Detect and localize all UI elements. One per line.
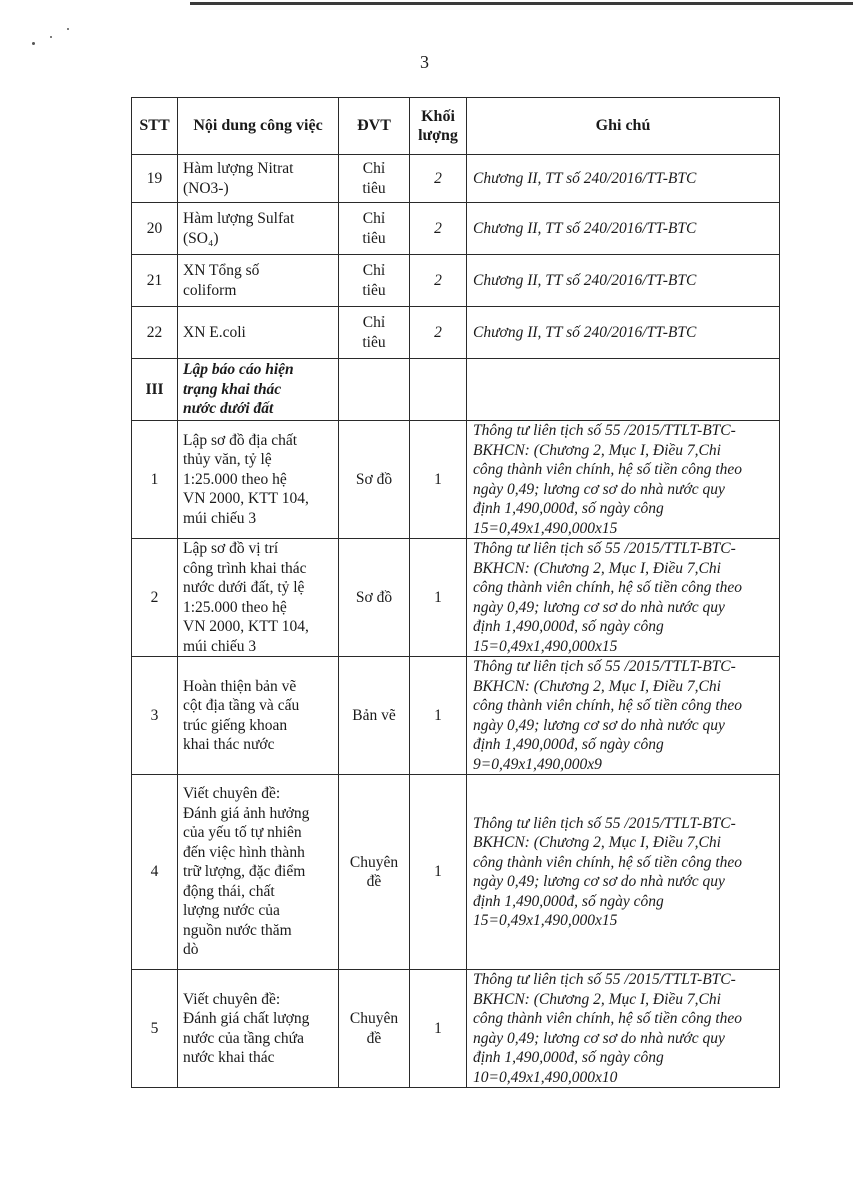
note-cell (467, 421, 780, 539)
unit-cell (339, 155, 410, 203)
table-row (132, 775, 780, 970)
unit-cell-line: Sơ đồ (355, 470, 393, 488)
note-cell-line: ngày 0,49; lương cơ sơ do nhà nước quy (473, 873, 725, 890)
content-cell (178, 359, 339, 421)
unit-cell (339, 203, 410, 255)
unit-cell-line: Chuyên (349, 1010, 399, 1027)
note-cell-line: Chương II, TT số 240/2016/TT-BTC (473, 271, 697, 289)
note-cell-line: định 1,490,000đ, số ngày công (473, 1049, 664, 1066)
note-cell-line: ngày 0,49; lương cơ sơ do nhà nước quy (473, 1029, 725, 1047)
unit-cell (339, 539, 410, 657)
content-cell-line: nước dưới đất, tỷ lệ (183, 579, 305, 596)
note-cell-line: công thành viên chính, hệ số tiền công theo (473, 579, 743, 596)
content-cell-line: trữ lượng, đặc điểm (183, 863, 306, 881)
content-cell-line: động thái, chất (183, 882, 275, 900)
unit-cell-line: Chỉ (362, 262, 386, 279)
content-cell-line: nước của tầng chứa (183, 1029, 304, 1047)
note-cell-line: 15=0,49x1,490,000x15 (473, 637, 618, 655)
note-cell-line: Thông tư liên tịch số 55 /2015/TTLT-BTC- (473, 422, 736, 439)
table-row (132, 539, 780, 657)
content-cell-line: cột địa tầng và cấu (183, 697, 300, 714)
page-number: 3 (420, 52, 429, 72)
content-cell (178, 255, 339, 307)
table-row (132, 421, 780, 539)
unit-cell-line: tiêu (362, 281, 386, 299)
unit-cell-line: Chỉ (362, 160, 386, 177)
note-cell-line: BKHCN: (Chương 2, Mục I, Điều 7,Chi (473, 990, 721, 1008)
unit-cell (339, 970, 410, 1088)
note-cell-line: Chương II, TT số 240/2016/TT-BTC (473, 323, 697, 341)
table-header-row (132, 98, 780, 155)
table-row (132, 359, 780, 421)
content-cell-line: nguồn nước thăm (183, 921, 292, 939)
content-cell-line: Lập báo cáo hiện (183, 361, 294, 379)
note-cell-line: Thông tư liên tịch số 55 /2015/TTLT-BTC- (473, 814, 736, 832)
content-cell-line: dò (183, 941, 199, 959)
note-cell-line: BKHCN: (Chương 2, Mục I, Điều 7,Chi (473, 677, 721, 695)
unit-cell-line: đề (366, 873, 382, 890)
quantity-cell: 2 (410, 307, 467, 359)
content-cell-line: Hoàn thiện bản vẽ (183, 677, 297, 695)
note-cell (467, 539, 780, 657)
note-cell-line: ngày 0,49; lương cơ sơ do nhà nước quy (473, 716, 725, 734)
stt-cell: III (132, 359, 178, 421)
note-cell-line: Chương II, TT số 240/2016/TT-BTC (473, 219, 697, 237)
content-cell-line: (NO3-) (183, 179, 229, 197)
unit-cell-line: tiêu (362, 229, 386, 247)
content-cell-line: múi chiếu 3 (183, 637, 257, 655)
content-cell-line: Hàm lượng Sulfat (183, 210, 295, 227)
content-cell-line: Viết chuyên đề: (183, 990, 281, 1008)
unit-cell (339, 657, 410, 775)
content-cell (178, 775, 339, 970)
quantity-cell: 1 (410, 657, 467, 775)
content-cell-line: nước dưới đất (183, 400, 274, 418)
unit-cell-line: Sơ đồ (355, 588, 393, 606)
note-cell-line: Thông tư liên tịch số 55 /2015/TTLT-BTC- (473, 540, 736, 557)
table-row (132, 657, 780, 775)
content-cell-line: XN E.coli (183, 323, 246, 341)
stt-cell: 19 (132, 155, 178, 203)
scan-speck (50, 36, 52, 38)
content-cell-line: VN 2000, KTT 104, (183, 618, 309, 635)
unit-cell (339, 307, 410, 359)
unit-cell (339, 255, 410, 307)
stt-cell: 20 (132, 203, 178, 255)
content-cell-line: 1:25.000 theo hệ (183, 470, 287, 488)
content-cell-line: Lập sơ đồ vị trí (183, 540, 279, 557)
quantity-cell: 1 (410, 421, 467, 539)
quantity-cell: 1 (410, 775, 467, 970)
content-cell-line: đến việc hình thành (183, 843, 305, 861)
table-row (132, 203, 780, 255)
unit-cell-line: đề (366, 1029, 382, 1047)
note-cell-line: công thành viên chính, hệ số tiền công theo (473, 461, 743, 478)
header-content: Nội dung công việc (178, 98, 339, 155)
stt-cell: 4 (132, 775, 178, 970)
note-cell (467, 155, 780, 203)
note-cell-line: công thành viên chính, hệ số tiền công theo (473, 853, 743, 871)
stt-cell: 21 (132, 255, 178, 307)
quantity-cell: 2 (410, 255, 467, 307)
note-cell (467, 775, 780, 970)
note-cell-line: định 1,490,000đ, số ngày công (473, 892, 664, 910)
content-cell-line: 1:25.000 theo hệ (183, 598, 287, 616)
content-cell-line: của yếu tố tự nhiên (183, 824, 302, 842)
note-cell-line: ngày 0,49; lương cơ sơ do nhà nước quy (473, 480, 725, 498)
note-cell (467, 203, 780, 255)
note-cell-line: Thông tư liên tịch số 55 /2015/TTLT-BTC- (473, 658, 736, 675)
table-row (132, 970, 780, 1088)
note-cell-line: 15=0,49x1,490,000x15 (473, 519, 618, 537)
header-quantity-line: Khối (421, 107, 455, 125)
content-cell (178, 155, 339, 203)
table-row (132, 155, 780, 203)
note-cell-line: BKHCN: (Chương 2, Mục I, Điều 7,Chi (473, 834, 721, 851)
content-cell (178, 307, 339, 359)
note-cell (467, 657, 780, 775)
stt-cell: 5 (132, 970, 178, 1088)
header-stt: STT (132, 98, 178, 155)
content-cell-line: trạng khai thác (183, 380, 282, 398)
note-cell-line: 9=0,49x1,490,000x9 (473, 755, 602, 773)
note-cell (467, 255, 780, 307)
content-cell-line: Đánh giá ảnh hưởng (183, 804, 310, 822)
content-cell-line: lượng nước của (183, 902, 280, 920)
note-cell-line: BKHCN: (Chương 2, Mục I, Điều 7,Chi (473, 441, 721, 459)
content-cell-line: nước khai thác (183, 1049, 275, 1066)
note-cell (467, 307, 780, 359)
content-cell-line: Đánh giá chất lượng (183, 1010, 310, 1027)
content-cell (178, 657, 339, 775)
quantity-cell: 2 (410, 203, 467, 255)
content-cell-line: công trình khai thác (183, 559, 307, 577)
header-quantity-line: lượng (418, 127, 458, 144)
unit-cell (339, 775, 410, 970)
unit-cell (339, 359, 410, 421)
content-cell-line: trúc giếng khoan (183, 716, 288, 734)
stt-cell: 2 (132, 539, 178, 657)
content-cell (178, 421, 339, 539)
stt-cell: 22 (132, 307, 178, 359)
content-cell-line: XN Tổng số (183, 262, 260, 279)
note-cell-line: công thành viên chính, hệ số tiền công theo (473, 1010, 743, 1027)
header-note: Ghi chú (467, 98, 780, 155)
note-cell-line: định 1,490,000đ, số ngày công (473, 736, 664, 753)
note-cell-line: 15=0,49x1,490,000x15 (473, 912, 618, 929)
note-cell (467, 970, 780, 1088)
header-quantity (410, 98, 467, 155)
stt-cell: 3 (132, 657, 178, 775)
table-row (132, 307, 780, 359)
unit-cell-line: Chỉ (362, 314, 386, 331)
unit-cell (339, 421, 410, 539)
quantity-cell (410, 359, 467, 421)
note-cell-line: định 1,490,000đ, số ngày công (473, 500, 664, 517)
quantity-cell: 1 (410, 539, 467, 657)
stt-cell: 1 (132, 421, 178, 539)
scan-speck (67, 28, 69, 30)
content-cell-line: múi chiếu 3 (183, 509, 257, 527)
note-cell-line: Thông tư liên tịch số 55 /2015/TTLT-BTC- (473, 971, 736, 988)
note-cell-line: định 1,490,000đ, số ngày công (473, 618, 664, 635)
work-items-table (131, 97, 780, 1088)
content-cell-line: thủy văn, tỷ lệ (183, 451, 272, 469)
content-cell-line: Hàm lượng Nitrat (183, 160, 294, 177)
table-body (132, 155, 780, 1088)
content-cell-line: Lập sơ đồ địa chất (183, 431, 298, 449)
unit-cell-line: Bản vẽ (352, 706, 396, 724)
content-cell-line: coliform (183, 281, 237, 299)
content-cell-line: khai thác nước (183, 736, 275, 753)
content-cell (178, 203, 339, 255)
note-cell-line: Chương II, TT số 240/2016/TT-BTC (473, 169, 697, 187)
note-cell-line: công thành viên chính, hệ số tiền công theo (473, 697, 743, 714)
unit-cell-line: Chỉ (362, 210, 386, 227)
content-cell (178, 539, 339, 657)
quantity-cell: 2 (410, 155, 467, 203)
unit-cell-line: tiêu (362, 179, 386, 197)
unit-cell-line: Chuyên (349, 853, 399, 871)
content-cell-line: VN 2000, KTT 104, (183, 490, 309, 508)
scan-speck (32, 42, 35, 45)
note-cell-line: BKHCN: (Chương 2, Mục I, Điều 7,Chi (473, 559, 721, 577)
top-border-line (190, 2, 853, 5)
content-cell (178, 970, 339, 1088)
unit-cell-line: tiêu (362, 333, 386, 351)
note-cell (467, 359, 780, 421)
header-unit: ĐVT (339, 98, 410, 155)
content-cell-line: (SO₄) (183, 229, 219, 247)
content-cell-line: Viết chuyên đề: (183, 785, 281, 803)
note-cell-line: 10=0,49x1,490,000x10 (473, 1068, 618, 1086)
quantity-cell: 1 (410, 970, 467, 1088)
table-row (132, 255, 780, 307)
note-cell-line: ngày 0,49; lương cơ sơ do nhà nước quy (473, 598, 725, 616)
